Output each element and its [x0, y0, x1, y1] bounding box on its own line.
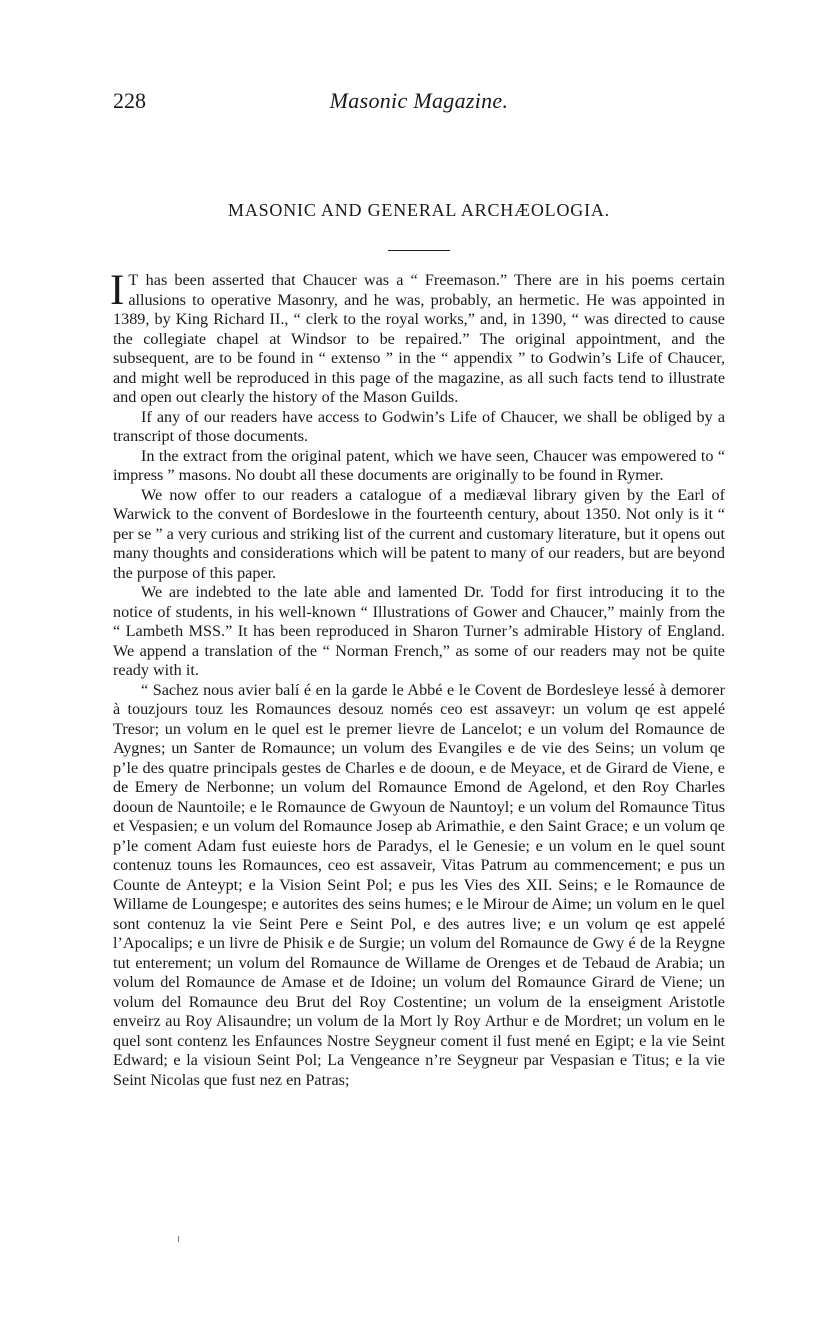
- title-divider: [388, 250, 450, 251]
- journal-title: Masonic Magazine.: [329, 88, 509, 113]
- paragraph-1: [110, 267, 725, 408]
- drop-cap: I: [110, 267, 125, 314]
- paragraph-3: In the extract from the original patent, which we have seen, Chaucer was empowered to “ impress ” masons. No doubt all these documents are originally to be found in Rymer.: [113, 446, 725, 484]
- first-word-rest: T: [128, 271, 139, 289]
- paragraph-4: We now offer to our readers a catalogue of a mediæval library given by the Earl of Warwick to the convent of Bordeslowe in the fourteenth century, about 1350. Not only is it “ per se ” a very curious and striking list of the current and customary literature, but it opens out many thoughts and considerations which will be patent to many of our readers, but are beyond the purpose of this paper.: [113, 485, 725, 582]
- paragraph-5: We are indebted to the late able and lamented Dr. Todd for first introducing it to the notice of students, in his well-known “ Illustrations of Gower and Chaucer,” mainly from the “ Lambeth MSS.” It has been reproduced in Sharon Turner’s admirable History of England. We append a translation of the “ Norman French,” as some of our readers may not be quite ready with it.: [113, 583, 725, 679]
- running-head: [113, 88, 725, 122]
- paragraph-6-catalogue: “ Sachez nous avier balí é en la garde le Abbé e le Covent de Bordesleye lessé à demorer à touzjours touz les Romaunces desouz només ceo est assaveyr: un volum qe est appelé Tresor; un volum en le quel est le premer lievre de Lancelot; e un volum del Romaunce de Aygnes; un Santer de Romaunce; un volum des Evangiles e de vie des Seins; un volum qe p’le des quatre principals gestes de Charles e de dooun, e de Meyace, et de Girard de Viene, e de Emery de Nerbonne; un volum del Romaunce Emond de Agelond, et den Roy Charles dooun de Nauntoile; e le Romaunce de Gwyoun de Nauntoyl; e un volum del Romaunce Titus et Vespasien; e un volum del Romaunce Josep ab Arimathie, e den Saint Grace; e un volum qe p’le coment Adam fust euieste hors de Paradys, el le Genesie; e un volum en le quel sount contenuz touns les Romaunces, ceo est assaveir, Vitas Patrum au commencement; e pus un Counte de Anteypt; e la Vision Seint Pol; e pus les Vies des XII. Seins; e le Romaunce de Willame de Loungespe; e autorites des seins humes; e le Mirour de Aime; un volum en le quel sont contenuz la vie Seint Pere e Seint Pol, e des autres live; e un volum qe est appelé l’Apocalips; e un livre de Phisik e de Surgie; un volum del Romaunce de Gwy é de la Reygne tut enterement; un volum del Romaunce de Willame de Orenges et de Tebaud de Arabia; un volum del Romaunce de Amase et de Idoine; un volum del Romaunce Girard de Viene; un volum del Romaunce deu Brut del Roy Costentine; un volum de la enseigment Aristotle enveirz au Roy Alisaundre; un volum de la Mort ly Roy Arthur e de Mordret; un volum en le quel sont contenz les Enfaunces Nostre Seygneur coment il fust mené en Egipt; e la vie Seint Edward; e la visioun Seint Pol; La Vengeance n’re Seygneur par Vespasian e Titus; e la vie Seint Nicolas que fust nez en Patras;: [113, 680, 725, 1089]
- paragraph-1-text: has been asserted that Chaucer was a “ Freemason.” There are in his poems certain allusions to operative Masonry, and he was, probably, an hermetic. He was appointed in 1389, by King Richard II., “ clerk to the royal works,” and, in 1390, “ was directed to cause the collegiate chapel at Windsor to be repaired.” The original appointment, and the subsequent, are to be found in “ extenso ” in the “ appendix ” to Godwin’s Life of Chaucer, and might well be reproduced in this page of the magazine, as all such facts tend to illustrate and open out clearly the history of the Mason Guilds.: [113, 271, 725, 406]
- page-footer-mark: [178, 1236, 179, 1242]
- article-title: MASONIC AND GENERAL ARCHÆOLOGIA.: [228, 200, 610, 220]
- page: [110, 88, 725, 1090]
- page-number: 228: [113, 88, 146, 113]
- paragraph-2: If any of our readers have access to Godwin’s Life of Chaucer, we shall be obliged by a transcript of those documents.: [113, 407, 725, 445]
- article-body: [110, 267, 725, 1090]
